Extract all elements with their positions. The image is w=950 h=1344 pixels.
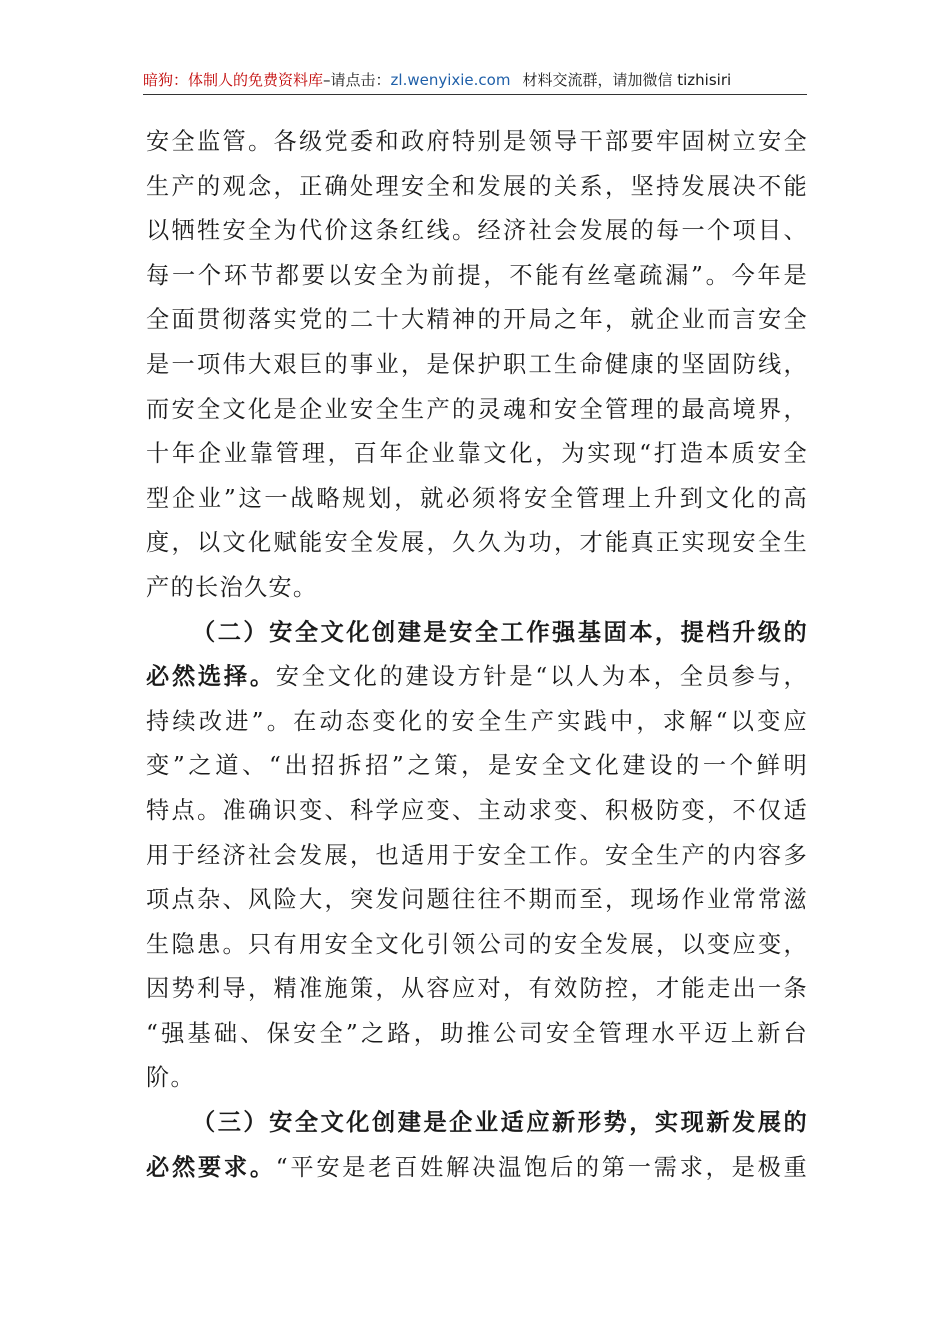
text-line: “强基础、保安全”之路，助推公司安全管理水平迈上新台 <box>146 1019 808 1047</box>
header-site-link[interactable]: zl.wenyixie.com <box>390 71 511 89</box>
text-line: 全面贯彻落实党的二十大精神的开局之年，就企业而言安全 <box>146 306 808 334</box>
text-line: 型企业”这一战略规划，就必须将安全管理上升到文化的高 <box>146 484 808 512</box>
text-line: 用于经济社会发展，也适用于安全工作。安全生产的内容多 <box>146 841 808 869</box>
text-line: 阶。 <box>146 1064 195 1092</box>
text-line: “平安是老百姓解决温饱后的第一需求，是极重 <box>275 1153 809 1181</box>
text-line: 变”之道、“出招拆招”之策，是安全文化建设的一个鲜明 <box>146 752 808 780</box>
section-heading-3: （三）安全文化创建是企业适应新形势，实现新发展的 <box>192 1109 808 1137</box>
text-line: 每一个环节都要以安全为前提，不能有丝毫疏漏”。今年是 <box>146 261 808 289</box>
text-line: 而安全文化是企业安全生产的灵魂和安全管理的最高境界， <box>146 395 808 423</box>
text-line: 生隐患。只有用安全文化引领公司的安全发展，以变应变， <box>146 930 808 958</box>
text-line: 十年企业靠管理，百年企业靠文化，为实现“打造本质安全 <box>146 440 808 468</box>
section-heading-2-end: 必然选择。 <box>146 663 276 691</box>
text-line: 项点杂、风险大，突发问题往往不期而至，现场作业常常滋 <box>146 886 808 914</box>
paragraph-3 <box>146 1101 808 1190</box>
paragraph-2 <box>146 611 808 1102</box>
section-heading-2: （二）安全文化创建是安全工作强基固本，提档升级的 <box>192 618 808 646</box>
section-heading-3-end: 必然要求。 <box>146 1153 276 1181</box>
text-line: 是一项伟大艰巨的事业，是保护职工生命健康的坚固防线， <box>146 350 808 378</box>
text-line: 度，以文化赋能安全发展，久久为功，才能真正实现安全生 <box>146 529 808 557</box>
header-wechat-note: 材料交流群，请加微信 tizhisiri <box>522 71 732 89</box>
text-line: 产的长治久安。 <box>146 573 318 601</box>
page-header <box>143 68 807 95</box>
text-line: 特点。准确识变、科学应变、主动求变、积极防变，不仅适 <box>146 796 808 824</box>
text-line: 安全监管。各级党委和政府特别是领导干部要牢固树立安全 <box>146 128 808 155</box>
header-site-name: 暗狗：体制人的免费资料库 <box>143 71 324 89</box>
document-body <box>146 120 808 1190</box>
header-click-prompt: –请点击： <box>323 71 391 89</box>
paragraph-1 <box>146 120 808 611</box>
text-line: 安全文化的建设方针是“以人为本，全员参与， <box>275 663 809 691</box>
text-line: 生产的观念，正确处理安全和发展的关系，坚持发展决不能 <box>146 172 808 200</box>
text-line: 以牺牲安全为代价这条红线。经济社会发展的每一个项目、 <box>146 217 808 245</box>
text-line: 因势利导，精准施策，从容应对，有效防控，才能走出一条 <box>146 975 808 1003</box>
text-line: 持续改进”。在动态变化的安全生产实践中，求解“以变应 <box>146 707 808 735</box>
